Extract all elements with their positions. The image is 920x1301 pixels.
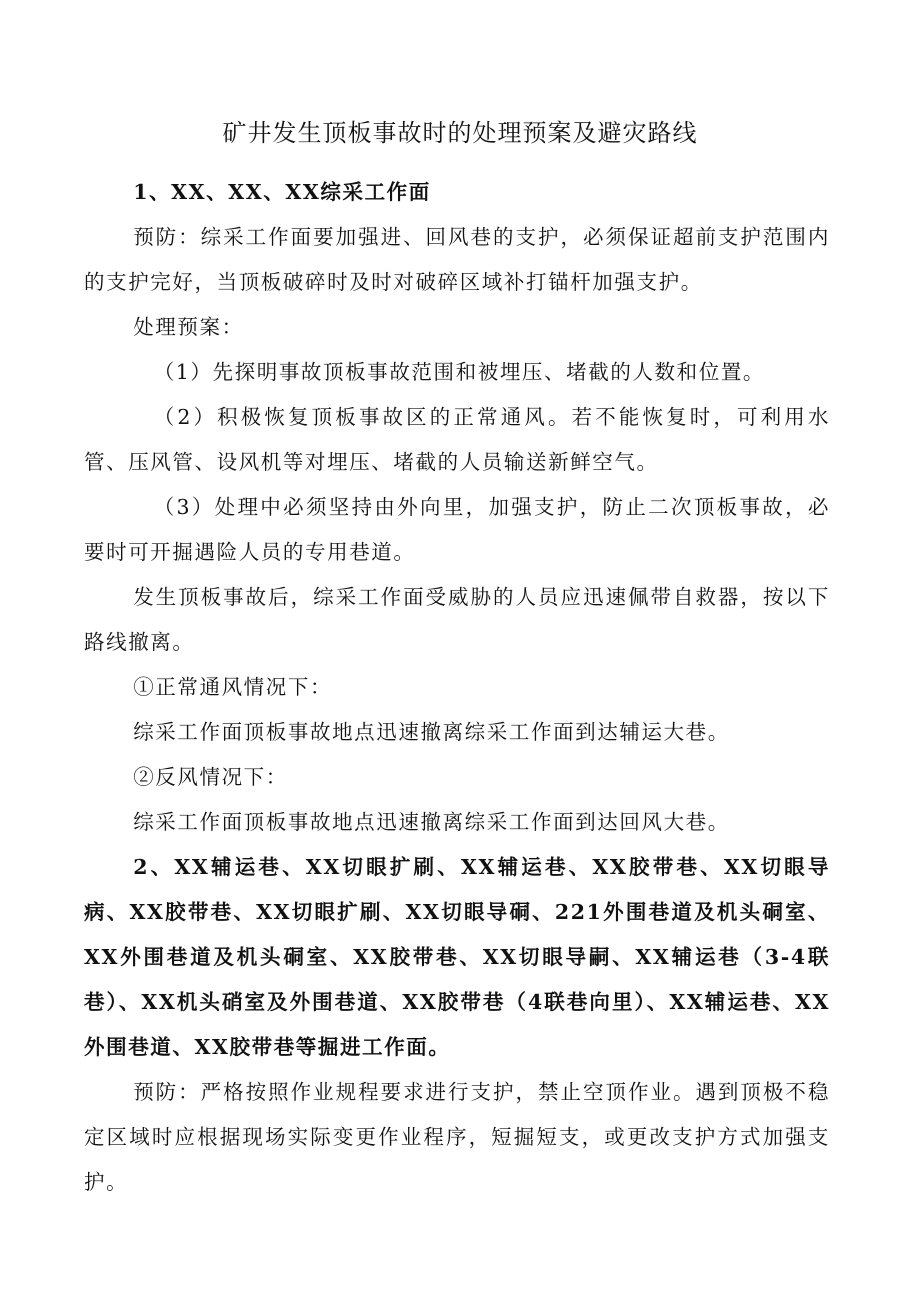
document-body (84, 170, 830, 1205)
plan-item-1: （1）先探明事故顶板事故范围和被埋压、堵截的人数和位置。 (153, 360, 766, 384)
section-2-prevention: 预防：严格按照作业规程要求进行支护，禁止空顶作业。遇到顶极不稳定区域时应根据现场实际变更作业程序，短掘短支，或更改支护方式加强支护。 (84, 1080, 830, 1194)
plan-item-3: （3）处理中必须坚持由外向里，加强支护，防止二次顶板事故，必要时可开掘遇险人员的专用巷道。 (84, 495, 830, 564)
route-reverse-text: 综采工作面顶板事故地点迅速撤离综采工作面到达回风大巷。 (133, 810, 730, 834)
document-title: 矿井发生顶板事故时的处理预案及避灾路线 (222, 119, 698, 147)
route-normal-heading: ①正常通风情况下： (133, 675, 333, 699)
section-1-heading: 1、XX、XX、XX综采工作面 (133, 180, 431, 204)
route-reverse-heading: ②反风情况下： (133, 765, 288, 789)
section-2-heading: 2、XX辅运巷、XX切眼扩刷、XX辅运巷、XX胶带巷、XX切眼导病、XX胶带巷、XX切眼扩刷、XX切眼导硐、221外围巷道及机头硐室、XX外围巷道及机头硐室、XX胶带巷、XX切眼导嗣、XX辅运巷（3-4联巷）、XX机头硝室及外围巷道、XX胶带巷（4联巷向里）、XX辅运巷、XX外围巷道、XX胶带巷等掘进工作面。 (84, 855, 830, 1059)
section-1-plan-heading: 处理预案： (133, 315, 244, 339)
evacuation-intro: 发生顶板事故后，综采工作面受威胁的人员应迅速佩带自救器，按以下路线撤离。 (84, 585, 830, 654)
section-1-prevention: 预防：综采工作面要加强进、回风巷的支护，必须保证超前支护范围内的支护完好，当顶板破碎时及时对破碎区域补打锚杆加强支护。 (84, 225, 830, 294)
plan-item-2: （2）积极恢复顶板事故区的正常通风。若不能恢复时，可利用水管、压风管、设风机等对埋压、堵截的人员输送新鲜空气。 (84, 405, 830, 474)
route-normal-text: 综采工作面顶板事故地点迅速撤离综采工作面到达辅运大巷。 (133, 720, 730, 744)
